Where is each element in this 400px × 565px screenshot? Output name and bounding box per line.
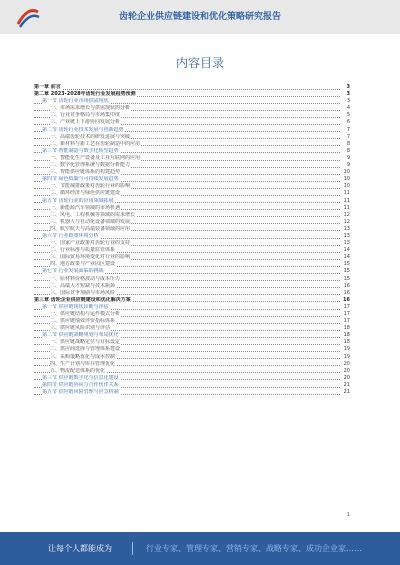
toc-entry-page: 17 — [343, 303, 350, 310]
toc-heading: 内容目录 — [175, 56, 224, 70]
toc-entry[interactable] — [34, 254, 350, 261]
toc-entry[interactable] — [34, 127, 350, 134]
toc-entry-title: 一、市场需求增长与供需现状的分析 — [50, 105, 131, 112]
toc-entry[interactable] — [34, 190, 350, 197]
toc-entry-page: 16 — [343, 289, 350, 296]
toc-entry-title: 第二节 齿轮行业技术发展与创新趋势 — [42, 126, 124, 133]
toc-entry-page: 18 — [343, 332, 350, 339]
footer-slogan: 让每个人都能成为 — [48, 544, 112, 553]
footer-divider — [132, 542, 133, 555]
toc-entry-page: 20 — [343, 367, 350, 374]
toc-entry[interactable] — [34, 382, 350, 389]
toc-entry-title: 三、产业链上下游协同发展分析 — [50, 119, 121, 126]
toc-entry-title: 四、航空航天与高端装备领域的应用 — [50, 225, 131, 232]
toc-entry-page: 3 — [346, 91, 350, 98]
toc-entry-title: 一、节能减排政策对齿轮行业的影响 — [50, 183, 131, 190]
toc-entry-page: 16 — [343, 282, 350, 289]
toc-entry[interactable] — [34, 176, 350, 183]
toc-entry-title: 三、国际贸易环境变化对行业的影响 — [50, 254, 131, 261]
toc-entry[interactable] — [34, 276, 350, 283]
toc-entry[interactable] — [34, 332, 350, 339]
toc-entry-title: 二、行业标准与质量监管体系 — [50, 247, 116, 254]
toc-entry-page: 3 — [346, 84, 350, 90]
toc-entry[interactable] — [34, 162, 350, 169]
toc-entry-title: 第二章 2023-2028年齿轮行业发展趋势预测 — [34, 91, 136, 98]
toc-entry[interactable] — [34, 169, 350, 176]
page-header — [0, 0, 400, 34]
toc-entry-title: 第一节 齿轮行业市场供需现状 — [42, 98, 109, 105]
toc-entry-title: 一、智能化生产设备及工业互联网的应用 — [50, 154, 141, 161]
toc-entry[interactable] — [34, 268, 350, 275]
toc-entry-page: 12 — [343, 218, 350, 225]
toc-entry-page: 20 — [343, 360, 350, 367]
toc-entry[interactable] — [34, 361, 350, 368]
toc-entry-page: 9 — [346, 162, 350, 169]
toc-entry-page: 20 — [343, 374, 350, 381]
toc-entry-title: 三、采购策略优化与成本控制 — [50, 353, 116, 360]
toc-entry[interactable] — [34, 233, 350, 240]
toc-entry[interactable] — [34, 183, 350, 190]
toc-entry-title: 二、供应链绩效评价指标体系 — [50, 318, 116, 325]
toc-entry-page: 15 — [343, 261, 350, 268]
toc-entry-page: 13 — [343, 240, 350, 247]
toc-entry-page: 11 — [343, 190, 350, 197]
toc-entry[interactable] — [34, 240, 350, 247]
toc-entry-title: 二、供应商选择与管理体系建设 — [50, 346, 121, 353]
toc-entry[interactable] — [34, 226, 350, 233]
toc-entry[interactable] — [34, 297, 350, 304]
toc-entry-title: 一、供应链战略定位与目标设定 — [50, 339, 121, 346]
toc-entry-page: 8 — [346, 147, 350, 154]
toc-entry[interactable] — [34, 290, 350, 297]
toc-entry-page: 4 — [346, 105, 350, 112]
toc-entry-title: 第六节 行业政策环境分析 — [42, 232, 99, 239]
toc-entry[interactable] — [34, 346, 350, 353]
toc-entry-page: 14 — [343, 247, 350, 254]
toc-entry-page: 14 — [343, 254, 350, 261]
toc-entry-title: 第三节 供应链数字化与信息化建设 — [42, 374, 119, 381]
toc-entry-title: 一、国家产业政策对齿轮行业的支持 — [50, 240, 131, 247]
table-of-contents — [34, 84, 350, 396]
toc-leader-dots — [34, 89, 340, 90]
toc-entry-title: 二、风电、工程机械等领域的需求增长 — [50, 211, 136, 218]
toc-entry[interactable] — [34, 247, 350, 254]
toc-entry-page: 7 — [346, 126, 350, 133]
toc-entry[interactable] — [34, 134, 350, 141]
toc-entry-title: 第四节 绿色低碳与可持续发展趋势 — [42, 176, 119, 183]
toc-entry-page: 19 — [343, 353, 350, 360]
toc-entry[interactable] — [34, 155, 350, 162]
toc-entry-title: 第七节 行业发展面临的挑战 — [42, 268, 104, 275]
toc-entry-page: 18 — [343, 325, 350, 332]
toc-entry[interactable] — [34, 283, 350, 290]
toc-entry-page: 9 — [346, 154, 350, 161]
toc-entry[interactable] — [34, 368, 350, 375]
toc-entry-title: 三、供应链风险识别与评估 — [50, 325, 111, 332]
toc-entry[interactable] — [34, 98, 350, 105]
page-number: 1 — [346, 512, 350, 518]
toc-entry-title: 二、新材料与新工艺在齿轮制造中的应用 — [50, 140, 141, 147]
toc-entry[interactable] — [34, 148, 350, 155]
toc-entry-page: 15 — [343, 275, 350, 282]
toc-entry-title: 四、地方政策与产业园区建设 — [50, 261, 116, 268]
toc-entry-page: 19 — [343, 346, 350, 353]
toc-entry-page: 17 — [343, 318, 350, 325]
toc-entry[interactable] — [34, 112, 350, 119]
toc-entry-title: 第二节 供应链战略规划与布局优化 — [42, 332, 119, 339]
toc-entry-page: 17 — [343, 311, 350, 317]
toc-entry[interactable] — [34, 318, 350, 325]
report-title: 齿轮企业供应链建设和优化策略研究报告 — [118, 12, 281, 22]
toc-entry[interactable] — [34, 261, 350, 268]
toc-entry-title: 二、高端人才短缺与技术瓶颈 — [50, 282, 116, 289]
toc-entry-page: 18 — [343, 339, 350, 346]
toc-entry-title: 第四节 供应链协同与合作伙伴关系 — [42, 381, 119, 388]
toc-entry[interactable] — [34, 205, 350, 212]
toc-entry[interactable] — [34, 375, 350, 382]
toc-entry[interactable] — [34, 311, 350, 318]
toc-entry-page: 13 — [343, 232, 350, 239]
toc-entry[interactable] — [34, 84, 350, 91]
toc-entry-page: 21 — [343, 381, 350, 388]
toc-entry-title: 一、新能源汽车领域的市场机遇 — [50, 204, 121, 211]
toc-entry[interactable] — [34, 212, 350, 219]
toc-entry-page: 10 — [343, 183, 350, 190]
toc-entry[interactable] — [34, 389, 350, 396]
toc-entry[interactable] — [34, 141, 350, 148]
toc-entry-title: 四、生产计划与库存管理优化 — [50, 360, 116, 367]
page-footer — [0, 532, 400, 565]
toc-entry-page: 5 — [346, 112, 350, 119]
toc-entry-page: 7 — [346, 133, 350, 140]
toc-entry[interactable] — [34, 304, 350, 311]
toc-entry-title: 一、供应链结构与运作模式分析 — [50, 311, 121, 317]
toc-entry-title: 第三节 智能制造与数字化转型趋势 — [42, 147, 119, 154]
toc-entry-title: 五、物流配送体系的优化 — [50, 367, 106, 374]
footer-tagline: 行业专家、管理专家、营销专家、战略专家、成功企业家…… — [146, 544, 362, 553]
toc-entry-title: 第一节 供应链现状诊断与评估 — [42, 303, 109, 310]
toc-entry-title: 二、循环经济与绿色供应链建设 — [50, 190, 121, 197]
toc-entry-title: 二、数字化管理系统与数据分析能力 — [50, 162, 131, 169]
toc-entry-page: 13 — [343, 225, 350, 232]
toc-entry-page: 6 — [346, 119, 350, 126]
toc-entry-page: 12 — [343, 211, 350, 218]
toc-entry-page: 16 — [343, 296, 350, 303]
toc-entry-title: 三、机器人与自动化设备领域的发展 — [50, 218, 131, 225]
toc-entry-page: 3 — [346, 98, 350, 105]
toc-entry-page: 11 — [343, 204, 350, 211]
toc-entry-page: 10 — [343, 176, 350, 183]
toc-entry[interactable] — [34, 105, 350, 112]
toc-entry-page: 10 — [343, 169, 350, 176]
toc-entry-title: 三、智能供应链体系的构建趋势 — [50, 169, 121, 176]
toc-entry-title: 三、国际竞争加剧与市场风险 — [50, 289, 116, 296]
toc-entry[interactable] — [34, 354, 350, 361]
toc-entry-title: 第五节 齿轮行业的应用领域拓展 — [42, 197, 114, 204]
toc-entry-page: 21 — [343, 389, 350, 396]
toc-entry[interactable] — [34, 339, 350, 346]
toc-entry-title: 一、高端齿轮技术的研发进展与突破 — [50, 133, 131, 140]
toc-entry[interactable] — [34, 325, 350, 332]
toc-entry-title: 第五节 供应链风险管理与应急机制 — [42, 389, 119, 396]
toc-entry-title: 第三章 齿轮企业供应链建设和优化解决方案 — [34, 296, 131, 303]
toc-entry-page: 15 — [343, 268, 350, 275]
toc-entry[interactable] — [34, 198, 350, 205]
toc-entry-page: 11 — [343, 197, 350, 204]
toc-entry-title: 第一章 前言 — [34, 84, 61, 90]
toc-entry[interactable] — [34, 119, 350, 126]
toc-entry[interactable] — [34, 91, 350, 98]
toc-entry-title: 二、行业竞争格局与市场集中度 — [50, 112, 121, 119]
toc-entry[interactable] — [34, 219, 350, 226]
toc-entry-page: 8 — [346, 140, 350, 147]
toc-entry-title: 一、原材料价格波动与成本压力 — [50, 275, 121, 282]
